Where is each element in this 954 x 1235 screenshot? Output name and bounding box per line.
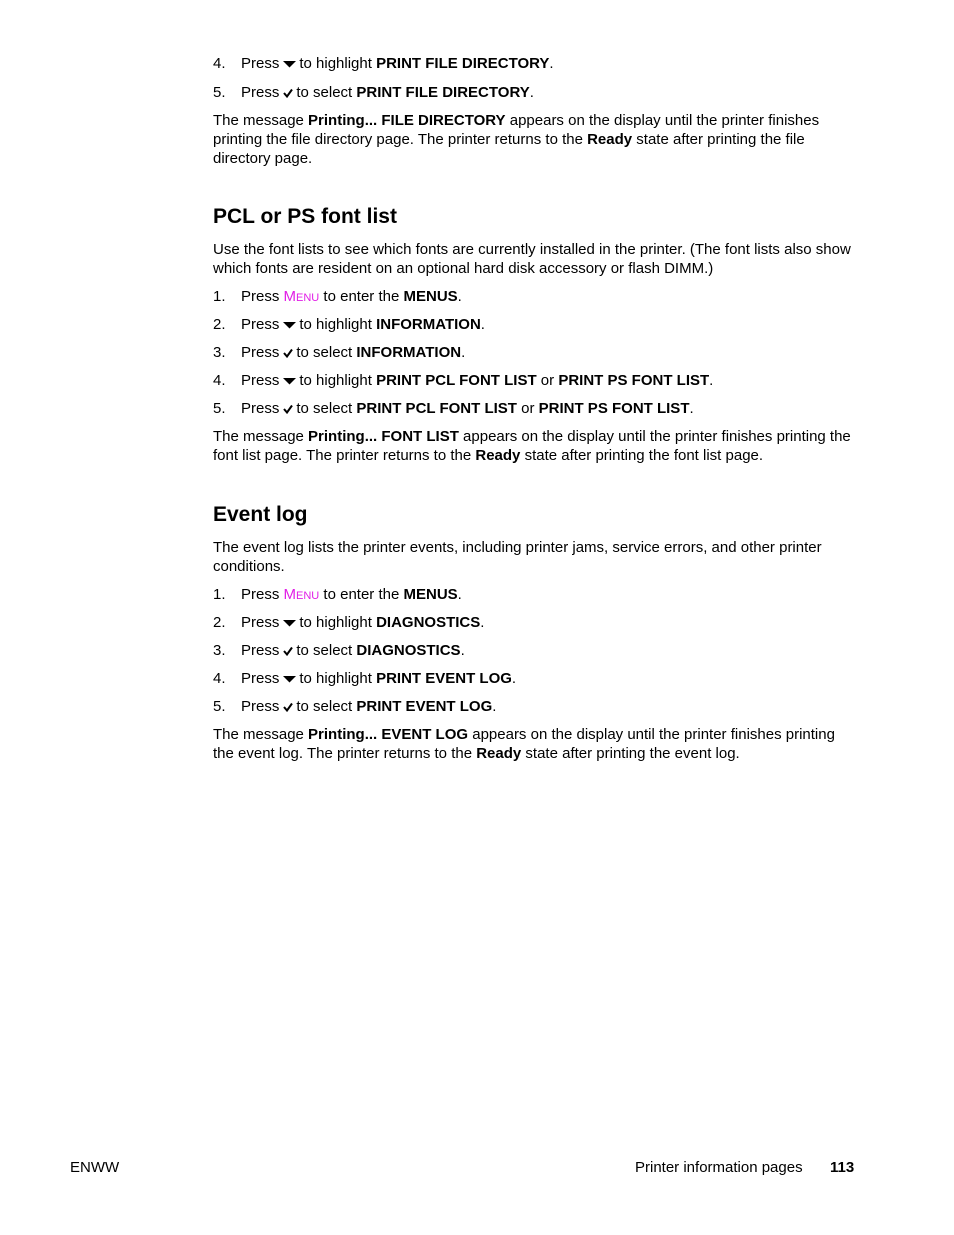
event-step-2 <box>213 613 484 632</box>
step-number: 5. <box>213 698 226 715</box>
footer-left: ENWW <box>70 1159 120 1176</box>
step-or: or <box>516 400 539 417</box>
message-text: The message <box>213 726 309 743</box>
step-target: PRINT EVENT LOG <box>356 698 493 715</box>
step-action-text: to highlight <box>299 670 372 687</box>
message-text: The message <box>213 112 309 129</box>
step-action-text: to select <box>296 400 353 417</box>
step-press-text: Press <box>241 400 280 417</box>
event-step-4 <box>213 669 516 688</box>
font-list-message <box>213 427 858 465</box>
message-text: appears on the display until the printer finishes printing the file directory page. The printer returns to the <box>213 112 820 148</box>
checkmark-icon <box>283 404 293 414</box>
message-text: state after printing the font list page. <box>520 447 764 464</box>
step-number: 5. <box>213 400 226 417</box>
checkmark-icon <box>283 702 293 712</box>
step-end: . <box>457 586 462 603</box>
step-action-text: to highlight <box>299 55 372 72</box>
step-target: DIAGNOSTICS <box>356 642 461 659</box>
event-step-1 <box>213 585 462 604</box>
step-press-text: Press <box>241 288 280 305</box>
font-list-description: Use the font lists to see which fonts are currently installed in the printer. (The font lists also show which fonts are resident on an optional hard disk accessory or flash DIMM.) <box>213 241 851 277</box>
down-arrow-icon <box>283 60 296 68</box>
step-end: . <box>511 670 517 687</box>
step-action-text: to enter the <box>323 288 400 305</box>
step-press-text: Press <box>241 642 280 659</box>
step-end: . <box>529 84 534 101</box>
step-end: . <box>689 400 694 417</box>
step-target: PRINT PCL FONT LIST <box>356 400 517 417</box>
message-ready-state: Ready <box>587 131 633 148</box>
step-number: 1. <box>213 288 226 305</box>
checkmark-icon <box>283 646 293 656</box>
message-text: The message <box>213 428 309 445</box>
step-action-text: to highlight <box>299 372 372 389</box>
step-press-text: Press <box>241 670 280 687</box>
checkmark-icon <box>283 348 293 358</box>
step-end: . <box>480 316 485 333</box>
message-text: state after printing the file directory page. <box>213 131 805 167</box>
step-press-text: Press <box>241 316 280 333</box>
step-press-text: Press <box>241 84 280 101</box>
font-step-1 <box>213 287 462 306</box>
font-step-4 <box>213 371 713 390</box>
step-action-text: to select <box>296 642 353 659</box>
step-action-text: to highlight <box>299 316 372 333</box>
step-target: PRINT FILE DIRECTORY <box>356 84 530 101</box>
step-press-text: Press <box>241 344 280 361</box>
step-end: . <box>709 372 714 389</box>
page-number: 113 <box>830 1159 855 1176</box>
event-log-description: The event log lists the printer events, including printer jams, service errors, and other printer conditions. <box>213 539 822 575</box>
step-action-text: to select <box>296 344 353 361</box>
event-log-message <box>213 725 858 763</box>
step-number: 3. <box>213 344 226 361</box>
message-text: appears on the display until the printer finishes printing the event log. The printer returns to the <box>213 726 835 762</box>
step-press-text: Press <box>241 586 280 603</box>
step-number: 2. <box>213 614 226 631</box>
step-target: PRINT FILE DIRECTORY <box>376 55 550 72</box>
message-ready-state: Ready <box>475 447 521 464</box>
down-arrow-icon <box>283 377 296 385</box>
event-step-5 <box>213 697 496 716</box>
step-action-text: to highlight <box>299 614 372 631</box>
step-end: . <box>461 344 466 361</box>
step-end: . <box>457 288 462 305</box>
step-5-select-file-directory <box>213 83 534 102</box>
message-text: state after printing the event log. <box>521 745 740 762</box>
font-list-heading: PCL or PS font list <box>213 205 397 228</box>
step-number: 2. <box>213 316 226 333</box>
message-display-text: Printing... EVENT LOG <box>308 726 469 743</box>
message-display-text: Printing... FILE DIRECTORY <box>308 112 506 129</box>
menu-key: Menu <box>283 288 320 305</box>
step-number: 4. <box>213 670 226 687</box>
step-end: . <box>549 55 554 72</box>
event-log-heading: Event log <box>213 503 308 526</box>
step-target: DIAGNOSTICS <box>376 614 481 631</box>
down-arrow-icon <box>283 675 296 683</box>
step-press-text: Press <box>241 614 280 631</box>
step-number: 4. <box>213 372 226 389</box>
step-press-text: Press <box>241 372 280 389</box>
step-end: . <box>492 698 497 715</box>
step-number: 5. <box>213 84 226 101</box>
step-press-text: Press <box>241 698 280 715</box>
step-end: . <box>460 642 465 659</box>
menu-key: Menu <box>283 586 320 603</box>
step-number: 3. <box>213 642 226 659</box>
step-target-alt: PRINT PS FONT LIST <box>558 372 710 389</box>
event-step-3 <box>213 641 465 660</box>
step-target: PRINT EVENT LOG <box>376 670 512 687</box>
font-step-2 <box>213 315 485 334</box>
font-step-5 <box>213 399 694 418</box>
step-number: 1. <box>213 586 226 603</box>
step-target: INFORMATION <box>376 316 481 333</box>
step-action-text: to select <box>296 84 353 101</box>
step-or: or <box>536 372 559 389</box>
step-number: 4. <box>213 55 226 72</box>
down-arrow-icon <box>283 619 296 627</box>
step-target: MENUS <box>403 586 458 603</box>
down-arrow-icon <box>283 321 296 329</box>
step-target: INFORMATION <box>356 344 462 361</box>
checkmark-icon <box>283 88 293 98</box>
step-action-text: to enter the <box>323 586 400 603</box>
step-press-text: Press <box>241 55 280 72</box>
footer-section-title: Printer information pages <box>635 1159 803 1176</box>
step-target: MENUS <box>403 288 458 305</box>
step-4-highlight-file-directory <box>213 54 554 73</box>
message-ready-state: Ready <box>476 745 522 762</box>
font-step-3 <box>213 343 465 362</box>
message-text: appears on the display until the printer finishes printing the font list page. The printer returns to the <box>213 428 851 464</box>
step-end: . <box>480 614 485 631</box>
step-target-alt: PRINT PS FONT LIST <box>538 400 690 417</box>
message-display-text: Printing... FONT LIST <box>308 428 459 445</box>
step-target: PRINT PCL FONT LIST <box>376 372 537 389</box>
file-directory-message <box>213 111 858 168</box>
step-action-text: to select <box>296 698 353 715</box>
